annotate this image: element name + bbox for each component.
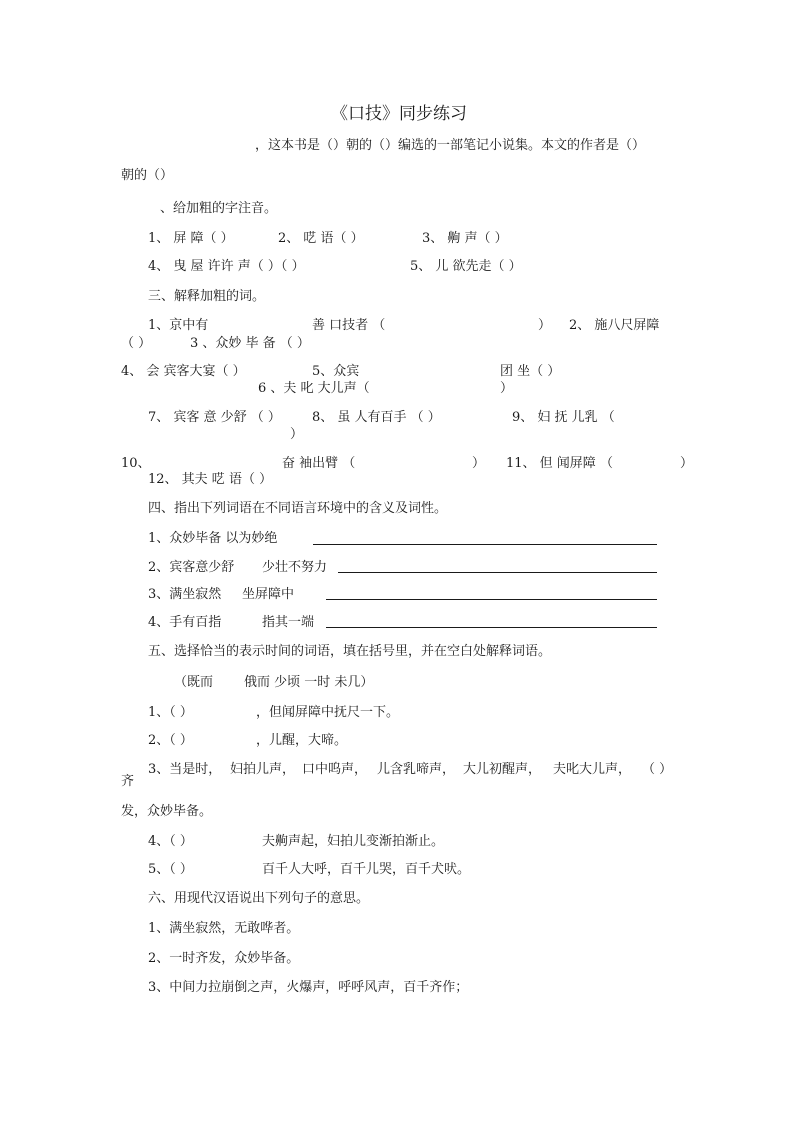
s3-r3-c: 团 坐（ ） bbox=[500, 364, 561, 379]
s3-r1-a: 1、京中有 bbox=[148, 318, 209, 333]
s3-r4-b: ） bbox=[500, 381, 514, 396]
s3-r5-a: 7、 宾客 意 少舒 （ ） bbox=[148, 410, 281, 425]
s3-r4-a: 6 、夫 叱 大儿声（ bbox=[258, 381, 370, 396]
s2-item-3: 3、 齁 声（ ） bbox=[422, 231, 508, 246]
s3-r3-a: 4、 会 宾客大宴（ ） bbox=[121, 364, 246, 379]
s5-item-1-num: 1、（ ） bbox=[148, 705, 193, 720]
q1-line1: ，这本书是（）朝的（）编选的一部笔记小说集。本文的作者是（） bbox=[255, 138, 646, 153]
s4-answer-line-2[interactable] bbox=[338, 572, 657, 573]
s4-item-3-b: 坐屏障中 bbox=[242, 587, 295, 602]
s5-item-5-text: 百千人大呼，百千儿哭，百千犬吠。 bbox=[262, 862, 471, 877]
s3-r5-close: ） bbox=[290, 427, 304, 442]
section-2-heading: 、给加粗的字注音。 bbox=[160, 201, 278, 216]
s5-q3-c: 口中呜声， bbox=[302, 762, 368, 777]
s5-q3-tail: 发，众妙毕备。 bbox=[121, 804, 213, 819]
s3-r1-d: 2、 施八尺屏障 bbox=[569, 318, 660, 333]
s6-item-3: 3、中间力拉崩倒之声，火爆声，呼呼风声，百千齐作； bbox=[148, 980, 469, 995]
s5-q3-g: （ ） bbox=[642, 762, 673, 777]
s5-item-5-num: 5、（ ） bbox=[148, 862, 193, 877]
s6-item-1: 1、满坐寂然，无敢哗者。 bbox=[148, 921, 300, 936]
s5-q3-a: 3、当是时， bbox=[148, 762, 222, 777]
s5-q3-f: 夫叱大儿声， bbox=[553, 762, 632, 777]
s2-item-2: 2、 呓 语（ ） bbox=[278, 231, 364, 246]
s5-item-2-num: 2、（ ） bbox=[148, 733, 193, 748]
s3-r6-c: ） bbox=[472, 456, 486, 471]
s4-item-4-b: 指其一端 bbox=[262, 615, 315, 630]
s5-q3-b: 妇拍儿声， bbox=[230, 762, 296, 777]
s4-answer-line-1[interactable] bbox=[313, 544, 657, 545]
s5-item-2-text: ，儿醒，大啼。 bbox=[256, 733, 348, 748]
s6-item-2: 2、一时齐发，众妙毕备。 bbox=[148, 951, 300, 966]
s3-r6-a: 10、 bbox=[121, 456, 151, 471]
s4-item-2-b: 少壮不努力 bbox=[262, 560, 328, 575]
s3-r1-b: 善 口技者 （ bbox=[312, 318, 386, 333]
s4-item-4-a: 4、手有百指 bbox=[148, 615, 222, 630]
s2-item-1: 1、 屏 障（ ） bbox=[148, 231, 234, 246]
s3-r5-b: 8、 虽 人有百手 （ ） bbox=[312, 410, 441, 425]
s2-item-4: 4、 曳 屋 许许 声（ ）（ ） bbox=[148, 259, 305, 274]
section-4-heading: 四、指出下列词语在不同语言环境中的含义及词性。 bbox=[148, 501, 448, 516]
s5-item-4-text: 夫齁声起，妇拍儿变渐拍渐止。 bbox=[262, 834, 445, 849]
s3-r1-c: ） bbox=[538, 318, 552, 333]
s5-options-b: 俄而 少顷 一时 未几） bbox=[244, 675, 374, 690]
s4-answer-line-3[interactable] bbox=[326, 599, 657, 600]
section-5-heading: 五、选择恰当的表示时间的词语，填在括号里，并在空白处解释词语。 bbox=[148, 644, 552, 659]
s5-item-1-text: ，但闻屏障中抚尺一下。 bbox=[256, 705, 400, 720]
section-6-heading: 六、用现代汉语说出下列句子的意思。 bbox=[148, 891, 370, 906]
s3-r7: 12、 其夫 呓 语（ ） bbox=[148, 472, 273, 487]
s4-item-3-a: 3、满坐寂然 bbox=[148, 587, 222, 602]
section-3-heading: 三、解释加粗的词。 bbox=[148, 289, 266, 304]
s5-item-4-num: 4、（ ） bbox=[148, 834, 193, 849]
s5-q3-d: 儿含乳啼声， bbox=[377, 762, 456, 777]
s2-item-5: 5、 儿 欲先走（ ） bbox=[410, 259, 522, 274]
q1-line2: 朝的（） bbox=[121, 168, 174, 183]
s4-item-1: 1、众妙毕备 以为妙绝 bbox=[148, 531, 278, 546]
s3-r6-e: ） bbox=[680, 456, 694, 471]
s3-r3-b: 5、众宾 bbox=[312, 364, 360, 379]
s4-item-2-a: 2、宾客意少舒 bbox=[148, 560, 235, 575]
s3-r6-d: 11、 但 闻屏障 （ bbox=[506, 456, 613, 471]
s4-answer-line-4[interactable] bbox=[326, 627, 657, 628]
s3-r2-b: 3 、众妙 毕 备 （ ） bbox=[190, 336, 310, 351]
s3-r2-a: （ ） bbox=[121, 336, 152, 351]
page-title: 《口技》同步练习 bbox=[331, 104, 467, 124]
s3-r6-b: 奋 袖出臂 （ bbox=[282, 456, 356, 471]
s3-r5-c: 9、 妇 抚 儿乳 （ bbox=[512, 410, 615, 425]
s5-q3-e: 大儿初醒声， bbox=[463, 762, 542, 777]
s5-q3-qi: 齐 bbox=[121, 774, 135, 789]
s5-options-a: （既而 bbox=[174, 675, 214, 690]
